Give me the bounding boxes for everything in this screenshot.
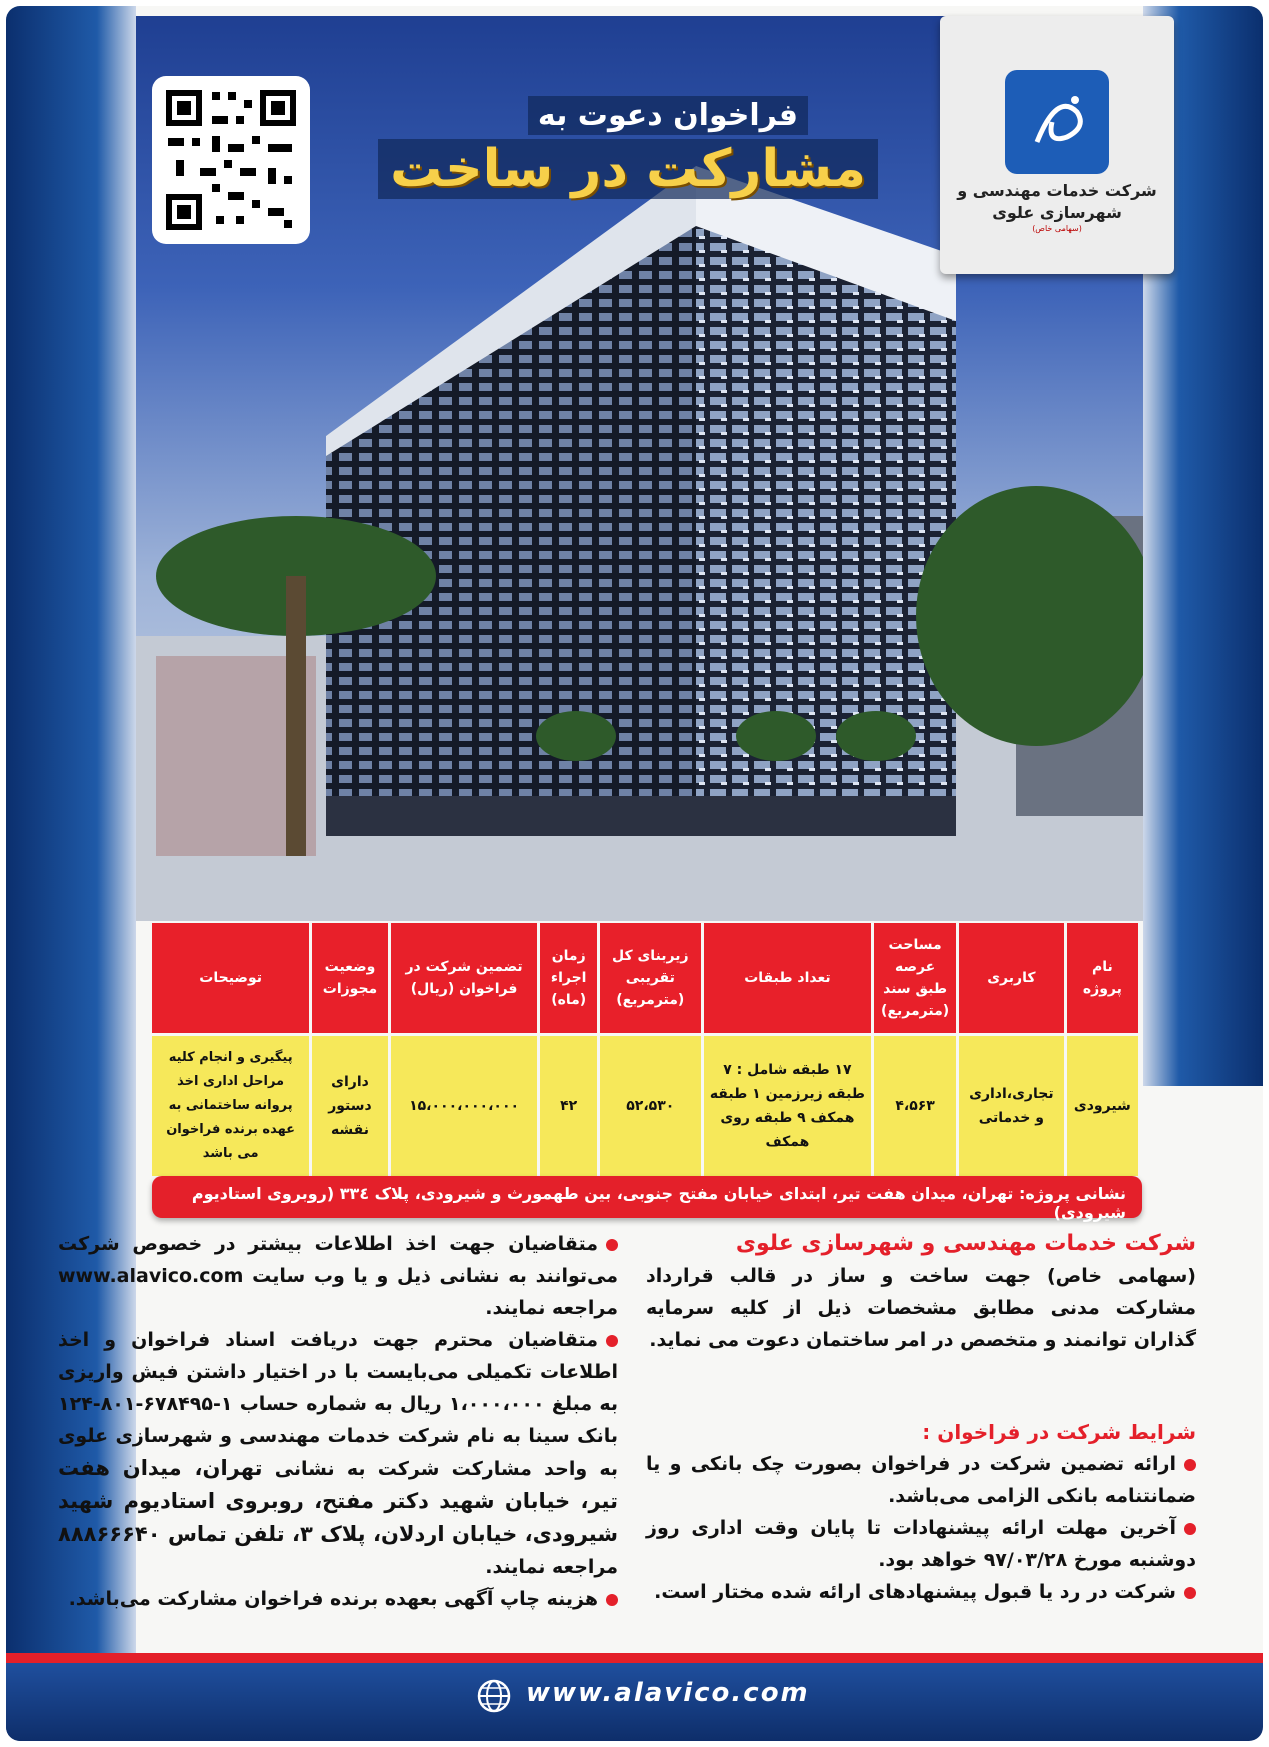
logo-calligraphy [1017, 82, 1097, 162]
documents-paragraph [58, 1324, 618, 1583]
documents-end: مراجعه نمایند. [485, 1556, 618, 1578]
announcement-title [318, 96, 878, 206]
cell-permits: دارای دستور نقشه [312, 1036, 387, 1176]
alavi-logo-icon [1005, 70, 1109, 174]
cell-usage: تجاری،اداری و خدماتی [959, 1036, 1064, 1176]
condition-text: ارائه تضمین شرکت در فراخوان بصورت چک بانکی و یا ضمانتنامه بانکی الزامی می‌باشد. [646, 1453, 1196, 1507]
bullet-icon [606, 1594, 618, 1606]
company-logo-card [940, 16, 1174, 274]
table-row [152, 1036, 1138, 1176]
company-heading: شرکت خدمات مهندسی و شهرسازی علوی [735, 1231, 1196, 1256]
table-header-row [152, 923, 1138, 1033]
globe-icon [476, 1678, 512, 1714]
bullet-icon [1184, 1523, 1196, 1535]
condition-item [646, 1448, 1196, 1512]
footer-website-link[interactable]: www.alavico.com [526, 1678, 810, 1708]
header-project-name: نام پروژه [1067, 923, 1138, 1033]
company-type: (سهامی خاص) [1032, 224, 1082, 233]
cell-duration: ۴۲ [540, 1036, 597, 1176]
project-table [149, 920, 1141, 1179]
office-address: تهران، میدان هفت تیر، خیابان شهید دکتر مفتح، روبروی استادیوم شهید شیرودی، خیابان اردلان، پلاک ۳، تلفن تماس ۸۸۸۶۶۶۴۰ [58, 1456, 618, 1546]
condition-text: آخرین مهلت ارائه پیشنهادات تا پایان وقت اداری روز دوشنبه مورخ ۹۷/۰۳/۲۸ خواهد بود. [646, 1517, 1196, 1571]
header-permits: وضعیت مجوزات [312, 923, 387, 1033]
header-duration: زمان اجراء (ماه) [540, 923, 597, 1033]
header-usage: کاربری [959, 923, 1064, 1033]
cell-guarantee: ۱۵،۰۰۰،۰۰۰،۰۰۰ [391, 1036, 538, 1176]
documents-text: متقاضیان محترم جهت دریافت اسناد فراخوان و اخذ اطلاعات تکمیلی می‌بایست با در اختیار داشتن فیش واریزی به مبلغ ۱،۰۰۰،۰۰۰ ریال به شماره حساب ۱-۶۷۸۴۹۵-۸۰۱-۱۲۴ بانک سینا به نام شرکت خدمات مهندسی و شهرسازی علوی به واحد مشارکت شرکت به نشانی [58, 1329, 619, 1480]
header-land-area: مساحت عرصه طبق سند (مترمربع) [874, 923, 956, 1033]
bullet-icon [1184, 1459, 1196, 1471]
company-name-line1: شرکت خدمات مهندسی و [957, 181, 1157, 200]
cell-total-area: ۵۲،۵۳۰ [600, 1036, 701, 1176]
company-name-line2: شهرسازی علوی [992, 203, 1122, 222]
header-total-area: زیربنای کل تقریبی (مترمربع) [600, 923, 701, 1033]
left-column [58, 1228, 618, 1615]
condition-text: شرکت در رد یا قبول پیشنهادهای ارائه شده مختار است. [654, 1581, 1176, 1603]
intro-text: (سهامی خاص) جهت ساخت و ساز در قالب قرارداد مشارکت مدنی مطابق مشخصات ذیل از کلیه سرمایه گذاران توانمند و متخصص در امر ساختمان دعوت می نماید. [646, 1265, 1196, 1351]
conditions-title: شرایط شرکت در فراخوان : [922, 1420, 1196, 1444]
qr-code-pattern [162, 86, 300, 234]
footer-red-line [6, 1653, 1263, 1663]
qr-code[interactable] [152, 76, 310, 244]
bullet-icon [606, 1335, 618, 1347]
title-heading: مشارکت در ساخت [378, 139, 878, 199]
cell-description: پیگیری و انجام کلیه مراحل اداری اخذ پروانه ساختمانی به عهده برنده فراخوان می باشد [152, 1036, 309, 1176]
cost-text: هزینه چاپ آگهی بعهده برنده فراخوان مشارکت می‌باشد. [68, 1588, 598, 1610]
cell-project-name: شیرودی [1067, 1036, 1138, 1176]
info-text: متقاضیان جهت اخذ اطلاعات بیشتر در خصوص شرکت می‌توانند به نشانی ذیل و یا وب سایت www.alavico.com مراجعه نمایند. [58, 1233, 618, 1319]
header-floors: تعداد طبقات [704, 923, 872, 1033]
bullet-icon [1184, 1587, 1196, 1599]
project-address: نشانی پروژه: تهران، میدان هفت تیر، ابتدای خیابان مفتح جنوبی، بین طهمورث و شیرودی، پلاک ٣٣٤ (روبروی استادیوم شیرودی) [152, 1176, 1142, 1218]
cost-paragraph [58, 1583, 618, 1615]
title-subheading: فراخوان دعوت به [528, 96, 808, 135]
header-description: توضیحات [152, 923, 309, 1033]
header-guarantee: تضمین شرکت در فراخوان (ریال) [391, 923, 538, 1033]
cell-floors: ۱۷ طبقه شامل : ۷ طبقه زیرزمین ۱ طبقه همکف ۹ طبقه روی همکف [704, 1036, 872, 1176]
cell-land-area: ۴،۵۶۳ [874, 1036, 956, 1176]
right-column [646, 1228, 1196, 1608]
info-paragraph [58, 1228, 618, 1324]
condition-item [646, 1576, 1196, 1608]
condition-item [646, 1512, 1196, 1576]
bullet-icon [606, 1239, 618, 1251]
advertisement-page [6, 6, 1263, 1741]
